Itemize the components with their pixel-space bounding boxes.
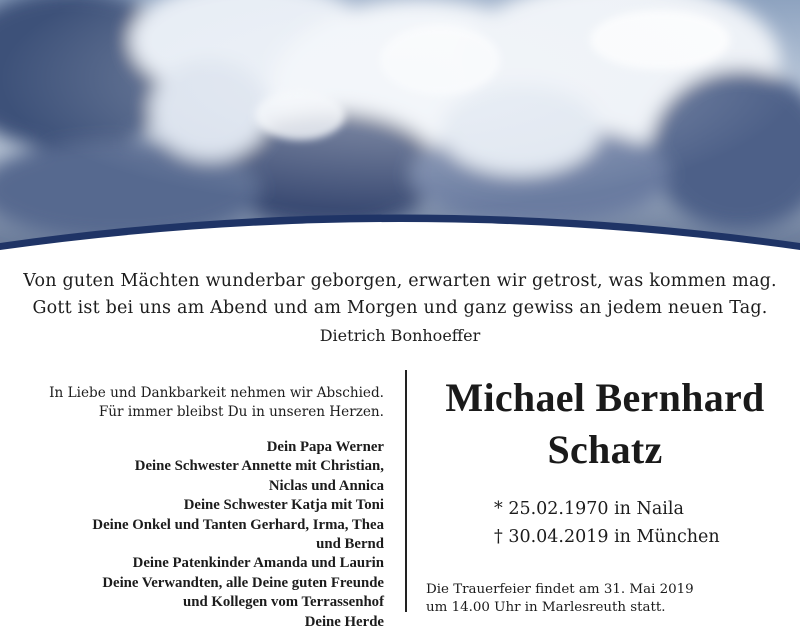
birth-date: * 25.02.1970 in Naila (494, 499, 684, 519)
mourner-line: und Bernd (316, 536, 384, 553)
mourner-line: Dein Papa Werner (266, 439, 384, 455)
mourner-line: Deine Schwester Katja mit Toni (183, 497, 384, 514)
farewell-text (18, 384, 384, 422)
column-divider (405, 370, 407, 612)
bonhoeffer-quote (0, 268, 800, 322)
life-dates (494, 495, 720, 551)
mourners-list (18, 438, 384, 632)
farewell-line-1: In Liebe und Dankbarkeit nehmen wir Abschied. (49, 385, 384, 401)
deceased-name-line-2: Schatz (547, 427, 663, 472)
deceased-name (420, 372, 790, 476)
mourner-line: und Kollegen vom Terrassenhof (182, 594, 384, 611)
death-date: † 30.04.2019 in München (494, 527, 720, 547)
mourner-line: Deine Verwandten, alle Deine guten Freunde (102, 574, 384, 591)
mourner-line: Deine Onkel und Tanten Gerhard, Irma, Thea (92, 516, 384, 533)
quote-author: Dietrich Bonhoeffer (319, 326, 481, 345)
funeral-line-1: Die Trauerfeier findet am 31. Mai 2019 (426, 582, 694, 597)
farewell-line-2: Für immer bleibst Du in unseren Herzen. (98, 404, 384, 420)
mourner-line: Deine Schwester Annette mit Christian, (134, 458, 384, 475)
mourner-line: Deine Patenkinder Amanda und Laurin (132, 555, 384, 572)
mourner-line: Deine Herde (304, 613, 384, 630)
funeral-line-2: um 14.00 Uhr in Marlesreuth statt. (426, 600, 666, 615)
mourner-line: Niclas und Annica (268, 477, 384, 494)
mourners-column (18, 384, 384, 632)
quote-line-2: Gott ist bei uns am Abend und am Morgen und ganz gewiss an jedem neuen Tag. (32, 298, 768, 318)
funeral-notice (426, 581, 694, 617)
deceased-name-line-1: Michael Bernhard (445, 375, 765, 420)
quote-line-1: Von guten Mächten wunderbar geborgen, erwarten wir getrost, was kommen mag. (23, 271, 777, 291)
cloud-sky-image (0, 0, 800, 262)
